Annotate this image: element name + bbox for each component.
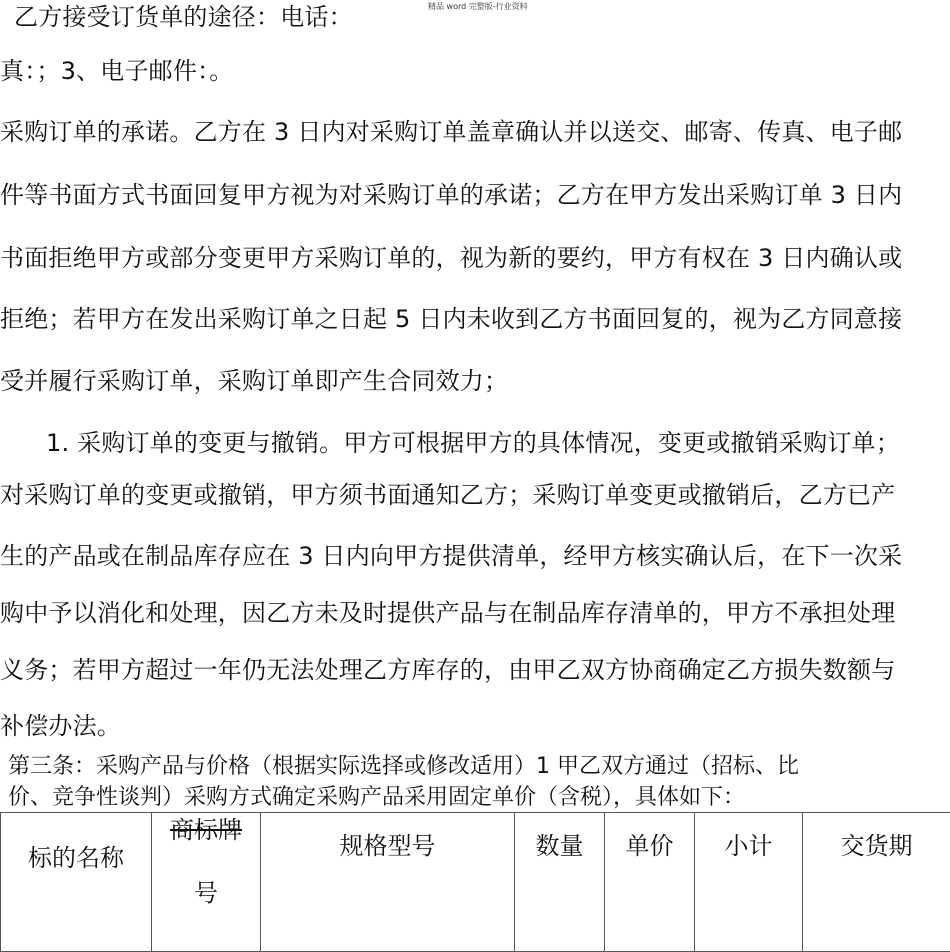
paragraph-line: 采购订单的承诺。乙方在 3 日内对采购订单盖章确认并以送交、邮寄、传真、电子邮 — [0, 117, 902, 147]
header-item-name: 标的名称 — [1, 813, 152, 952]
table-header-row — [1, 813, 950, 952]
paragraph-line: 生的产品或在制品库存应在 3 日内向甲方提供清单，经甲方核实确认后，在下一次采 — [0, 541, 902, 571]
paragraph-line: 真：；3、电子邮件：。 — [0, 56, 233, 86]
article-3-line: 第三条：采购产品与价格（根据实际选择或修改适用）1 甲乙双方通过（招标、比 — [8, 753, 799, 781]
paragraph-line: 件等书面方式书面回复甲方视为对采购订单的承诺；乙方在甲方发出采购订单 3 日内 — [0, 180, 902, 210]
paragraph-line: 乙方接受订货单的途径：电话： — [14, 2, 353, 32]
header-brand-top: 商标牌 — [152, 815, 260, 845]
product-price-table — [0, 812, 950, 952]
header-subtotal: 小计 — [695, 813, 803, 952]
article-3-line: 价、竞争性谈判）采购方式确定采购产品采用固定单价（含税），具体如下： — [8, 784, 745, 812]
paragraph-line: 购中予以消化和处理，因乙方未及时提供产品与在制品库存清单的，甲方不承担处理 — [0, 598, 895, 628]
paragraph-line: 对采购订单的变更或撤销，甲方须书面通知乙方；采购订单变更或撤销后，乙方已产 — [0, 480, 895, 510]
header-spec: 规格型号 — [261, 813, 515, 952]
header-delivery: 交货期 — [803, 813, 950, 952]
paragraph-line: 1. 采购订单的变更与撤销。甲方可根据甲方的具体情况，变更或撤销采购订单； — [46, 428, 900, 458]
paragraph-line: 义务；若甲方超过一年仍无法处理乙方库存的，由甲乙双方协商确定乙方损失数额与 — [0, 655, 895, 685]
header-brand-bottom: 号 — [152, 878, 260, 908]
header-price: 单价 — [605, 813, 695, 952]
paragraph-line: 受并履行采购订单，采购订单即产生合同效力； — [0, 366, 508, 396]
header-qty: 数量 — [515, 813, 605, 952]
paragraph-line: 拒绝；若甲方在发出采购订单之日起 5 日内未收到乙方书面回复的，视为乙方同意接 — [0, 304, 902, 334]
watermark: 精品 word 完整版-行业资料 — [428, 2, 528, 12]
header-brand — [152, 813, 261, 952]
paragraph-line: 补偿办法。 — [0, 711, 121, 741]
paragraph-line: 书面拒绝甲方或部分变更甲方采购订单的，视为新的要约，甲方有权在 3 日内确认或 — [0, 243, 902, 273]
